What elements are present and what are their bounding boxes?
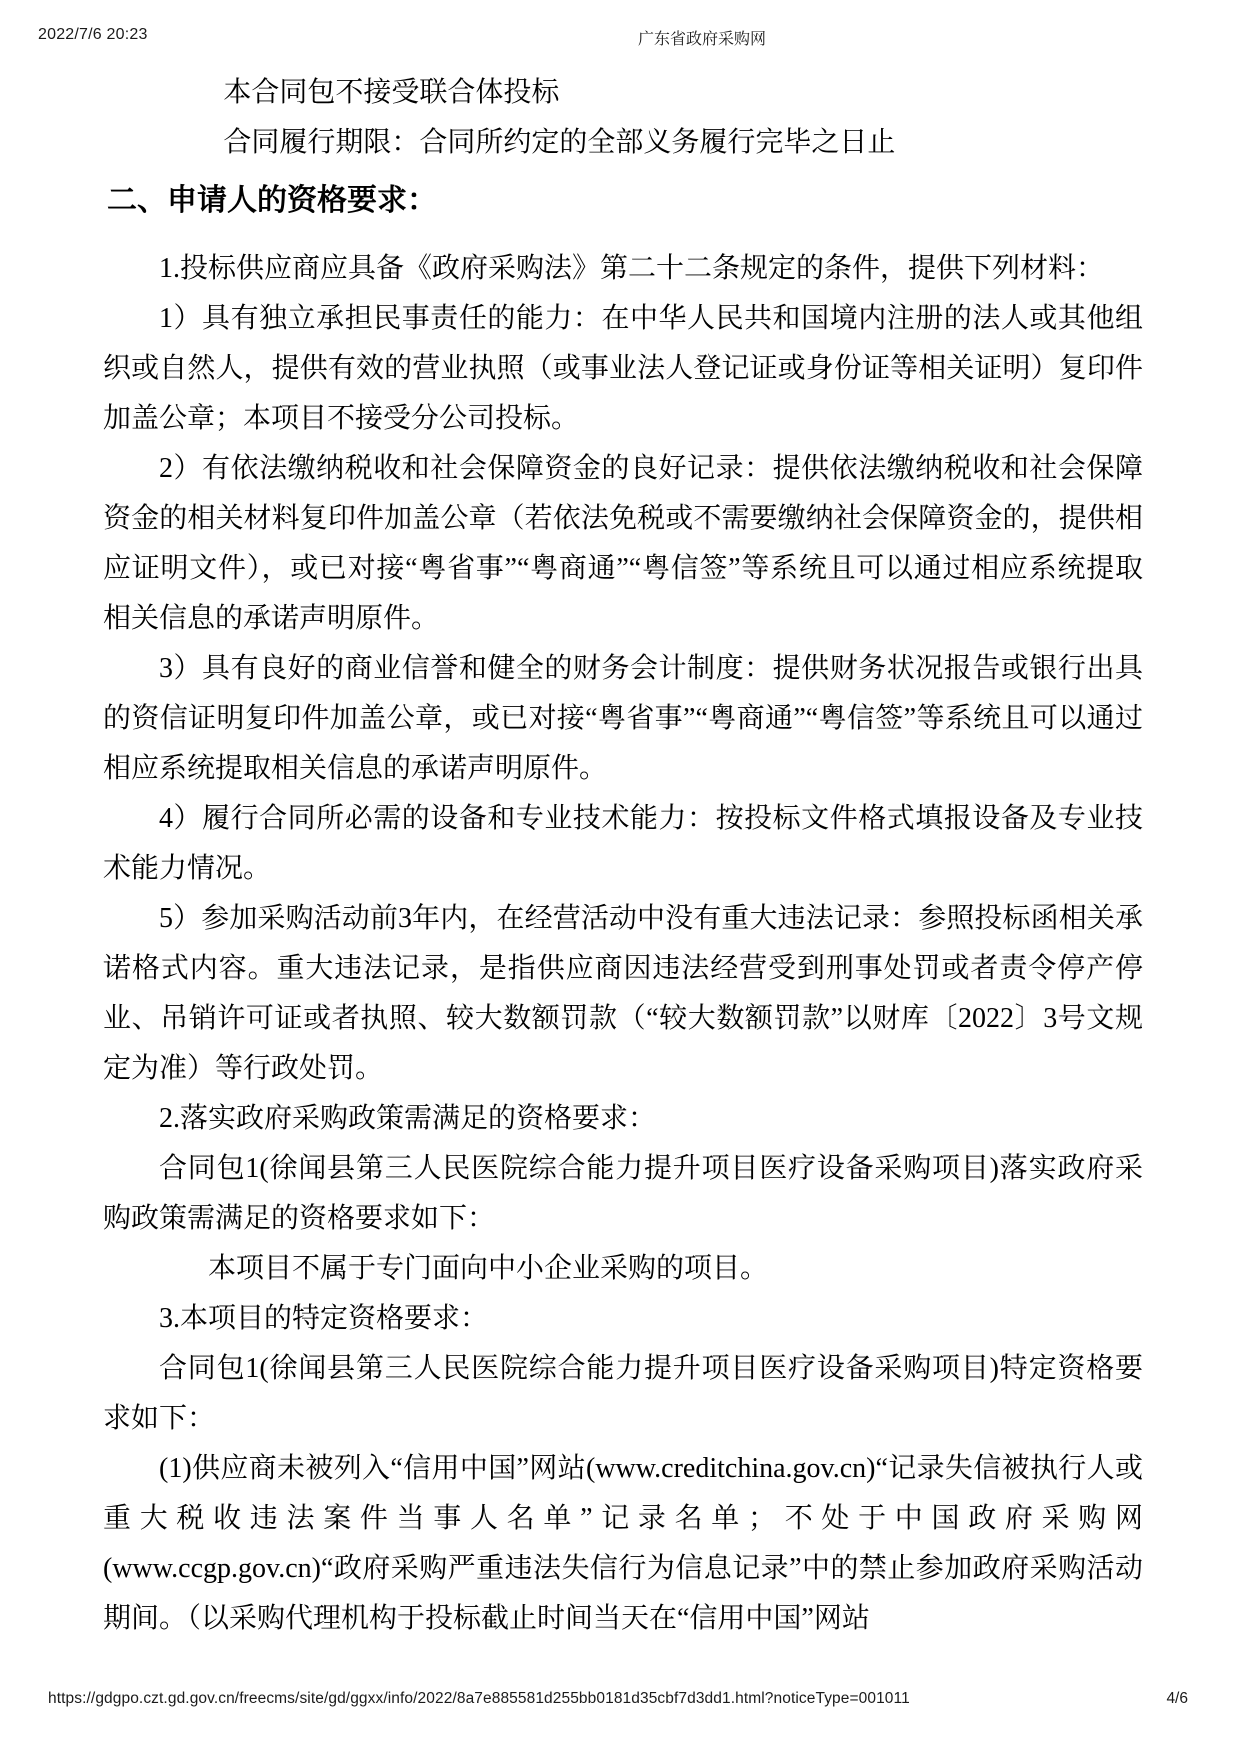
clause-3-intro: 3.本项目的特定资格要求： [159,1303,489,1334]
page-number: 4/6 [1166,1690,1188,1707]
site-title: 广东省政府采购网 [638,31,767,48]
print-header [38,26,1182,48]
clause-2-package-1: 合同包1(徐闻县第三人民医院综合能力提升项目医疗设备采购项目)落实政府采购政策需满足的资格要求如下： [103,1153,1143,1234]
clause-1-item-3: 3）具有良好的商业信誉和健全的财务会计制度：提供财务状况报告或银行出具的资信证明复印件加盖公章，或已对接“粤省事”“粤商通”“粤信签”等系统且可以通过相应系统提取相关信息的承诺声明原件。 [103,653,1143,784]
contract-period-line: 合同履行期限：合同所约定的全部义务履行完毕之日止 [223,127,896,158]
clause-3-package-1: 合同包1(徐闻县第三人民医院综合能力提升项目医疗设备采购项目)特定资格要求如下： [103,1353,1143,1434]
section-heading: 二、申请人的资格要求： [107,184,437,217]
notice-body [103,68,1143,1644]
clause-1-item-1: 1）具有独立承担民事责任的能力：在中华人民共和国境内注册的法人或其他组织或自然人，提供有效的营业执照（或事业法人登记证或身份证等相关证明）复印件加盖公章；本项目不接受分公司投标。 [103,303,1143,434]
clause-3-item-1: (1)供应商未被列入“信用中国”网站(www.creditchina.gov.cn)“记录失信被执行人或重大税收违法案件当事人名单”记录名单；不处于中国政府采购网(www.ccgp.gov.cn)“政府采购严重违法失信行为信息记录”中的禁止参加政府采购活动期间。（以采购代理机构于投标截止时间当天在“信用中国”网站 [103,1453,1143,1634]
clause-2-intro: 2.落实政府采购政策需满足的资格要求： [159,1103,657,1134]
print-datetime: 2022/7/6 20:23 [38,26,148,43]
contract-consortium-line: 本合同包不接受联合体投标 [223,77,560,108]
clause-1-item-5: 5）参加采购活动前3年内，在经营活动中没有重大违法记录：参照投标函相关承诺格式内容。重大违法记录，是指供应商因违法经营受到刑事处罚或者责令停产停业、吊销许可证或者执照、较大数额罚款（“较大数额罚款”以财库〔2022〕3号文规定为准）等行政处罚。 [103,903,1143,1084]
print-footer [48,1690,1188,1708]
clause-1-item-2: 2）有依法缴纳税收和社会保障资金的良好记录：提供依法缴纳税收和社会保障资金的相关材料复印件加盖公章（若依法免税或不需要缴纳社会保障资金的，提供相应证明文件），或已对接“粤省事”“粤商通”“粤信签”等系统且可以通过相应系统提取相关信息的承诺声明原件。 [103,453,1143,634]
clause-1-item-4: 4）履行合同所必需的设备和专业技术能力：按投标文件格式填报设备及专业技术能力情况。 [103,803,1143,884]
source-url: https://gdgpo.czt.gd.gov.cn/freecms/site/gd/ggxx/info/2022/8a7e885581d255bb0181d35cbf7d3dd1.html?noticeType=001011 [48,1690,910,1707]
clause-2-sme-note: 本项目不属于专门面向中小企业采购的项目。 [208,1253,769,1284]
clause-1-intro: 1.投标供应商应具备《政府采购法》第二十二条规定的条件，提供下列材料： [159,253,1105,284]
